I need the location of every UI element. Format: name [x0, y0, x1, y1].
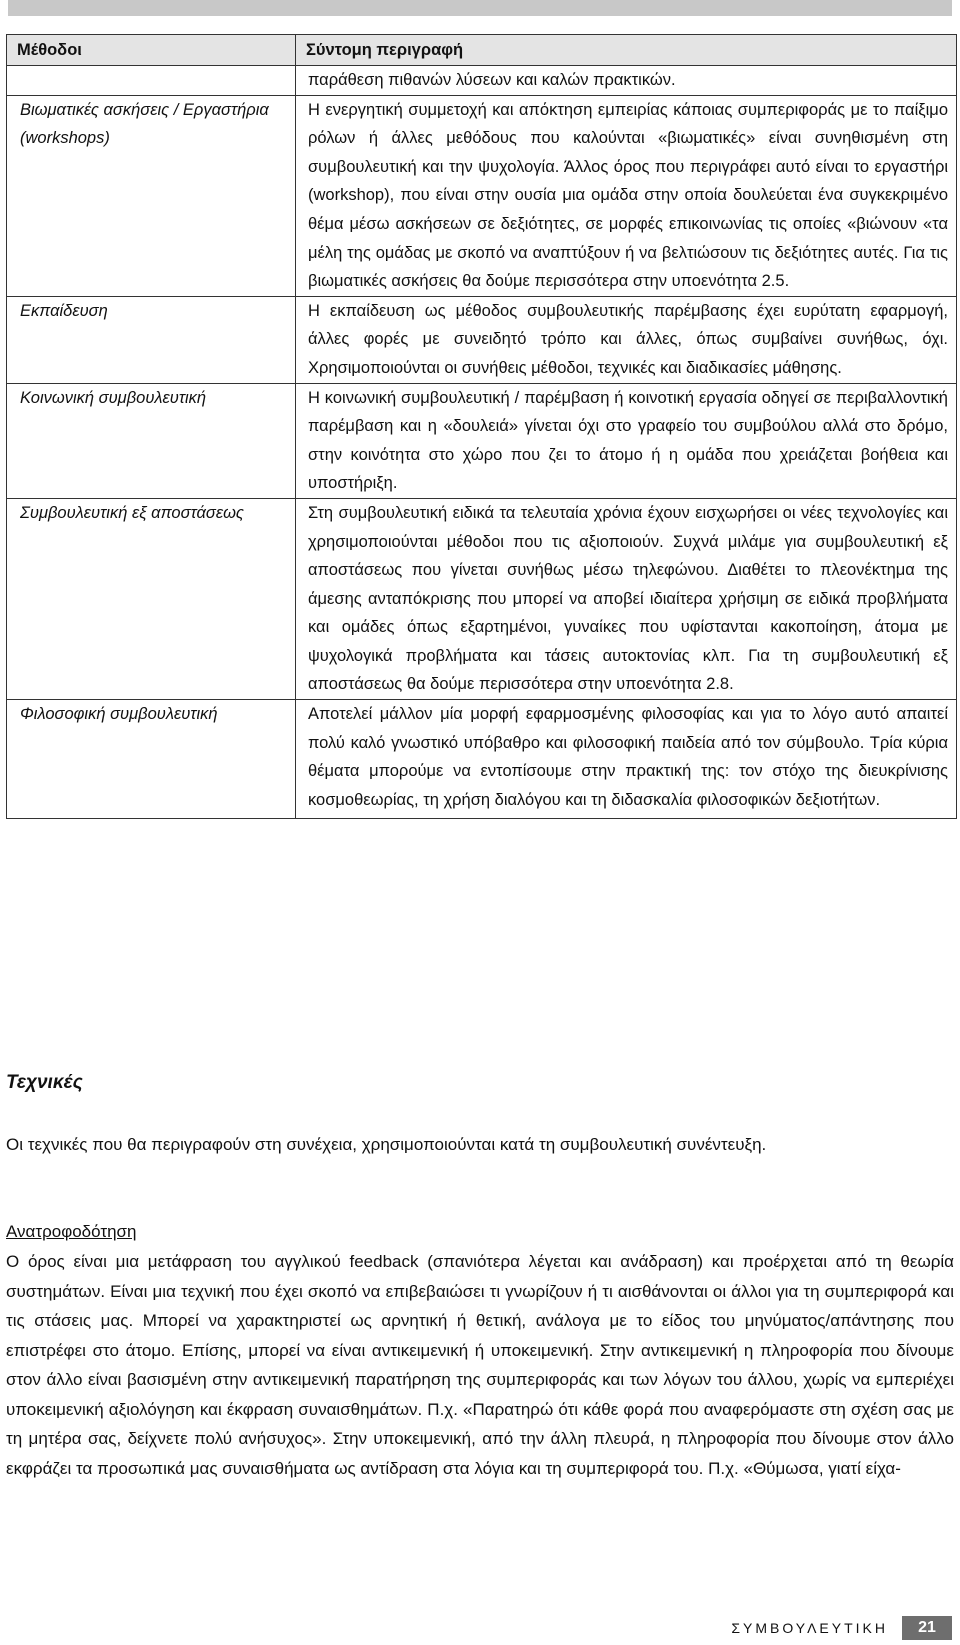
table-row [7, 498, 957, 699]
page-number: 21 [902, 1616, 952, 1640]
continuation-text: παράθεση πιθανών λύσεων και καλών πρακτικών. [296, 66, 957, 96]
methods-table [6, 34, 957, 819]
header-methods: Μέθοδοι [7, 35, 296, 66]
method-description: Η ενεργητική συμμετοχή και απόκτηση εμπειρίας κάποιας συμπεριφοράς με το παίξιμο ρόλων ή άλλες μεθόδους που καλούνται «βιωματικές» είναι συνηθισμένη στη συμβουλευτική και την ψυχολογία. Άλλος όρος που περιγράφει αυτό είναι το εργαστήρι (workshop), που είναι στην ουσία μια ομάδα στην οποία δουλεύεται ένα συγκεκριμένο θέμα μέσω ασκήσεων σε δεξιότητες, σε μορφές επικοινωνίας τις οποίες «βιώνουν «τα μέλη της ομάδας με σκοπό να αναπτύξουν ή να βελτιώσουν τις δεξιότητες αυτές. Για τις βιωματικές ασκήσεις θα δούμε περισσότερα στην υποενότητα 2.5. [296, 95, 957, 296]
table-row [7, 700, 957, 819]
method-name: Εκπαίδευση [7, 296, 296, 383]
page-footer [731, 1616, 952, 1640]
method-description: Στη συμβουλευτική ειδικά τα τελευταία χρόνια έχουν εισχωρήσει οι νέες τεχνολογίες και χρησιμοποιούνται μέθοδοι που τις αξιοποιούν. Συχνά μιλάμε για συμβουλευτική εξ αποστάσεως που γίνεται συνήθως μέσω τηλεφώνου. Διαθέτει το πλεονέκτημα της άμεσης ανταπόκρισης που μπορεί να αποβεί ιδιαίτερα χρήσιμη σε ειδικά προβλήματα και ομάδες όπως εξαρτημένοι, γυναίκες που υφίστανται κακοποίηση, άτομα με ψυχολογικά προβλήματα και τάσεις αυτοκτονίας κλπ. Για τη συμβουλευτική εξ αποστάσεως θα δούμε περισσότερα στην υποενότητα 2.8. [296, 498, 957, 699]
table-row [7, 296, 957, 383]
subheading-feedback: Ανατροφοδότηση [6, 1222, 137, 1241]
header-description: Σύντομη περιγραφή [296, 35, 957, 66]
method-description: Αποτελεί μάλλον μία μορφή εφαρμοσμένης φιλοσοφίας και για το λόγο αυτό απαιτεί πολύ καλό γνωστικό υπόβαθρο και φιλοσοφική παιδεία από τον σύμβουλο. Τρία κύρια θέματα μπορούμε να εντοπίσουμε στην πρακτική της: τον στόχο της διευκρίνισης κοσμοθεωρίας, τη χρήση διαλόγου και τη διδασκαλία φιλοσοφικών δεξιοτήτων. [296, 700, 957, 819]
table-row [7, 383, 957, 498]
method-description: Η κοινωνική συμβουλευτική / παρέμβαση ή κοινοτική εργασία οδηγεί σε περιβαλλοντική παρέμβαση και η «δουλειά» γίνεται όχι στο γραφείο του συμβούλου αλλά στο δρόμο, στην κοινότητα στο χώρο που ζει το άτομο ή η ομάδα που χρειάζεται βοήθεια και υποστήριξη. [296, 383, 957, 498]
method-name: Φιλοσοφική συμβουλευτική [7, 700, 296, 819]
intro-paragraph: Οι τεχνικές που θα περιγραφούν στη συνέχεια, χρησιμοποιούνται κατά τη συμβουλευτική συνέντευξη. [6, 1135, 767, 1154]
table-row [7, 66, 957, 96]
footer-label: ΣΥΜΒΟΥΛΕΥΤΙΚΗ [731, 1620, 888, 1636]
table-header-row [7, 35, 957, 66]
feedback-paragraph: Ο όρος είναι μια μετάφραση του αγγλικού feedback (σπανιότερα λέγεται και ανάδραση) και προέρχεται από τη θεωρία συστημάτων. Είναι μια τεχνική που έχει σκοπό να επιβεβαιώσει τι γνωρίζουν ή τι αισθάνονται οι άλλοι για τη συμπεριφορά και τις στάσεις μας. Μπορεί να χαρακτηριστεί ως αρνητική ή θετική, ανάλογα με το είδος του μηνύματος/απάντησης που επιστρέφει στο άτομο. Επίσης, μπορεί να είναι αντικειμενική ή υποκειμενική. Στην αντικειμενική η πληροφορία που δίνουμε στον άλλο είναι βασισμένη στην αντικειμενική παρατήρηση της συμπεριφοράς και των λόγων του άλλου, χωρίς να εμπεριέχει υποκειμενική αξιολόγηση και έκφραση συναισθημάτων. Π.χ. «Παρατηρώ ότι κάθε φορά που αναφερόμαστε στη σχέση σας με τη μητέρα σας, δείχνετε πολύ ανήσυχος». Στην υποκειμενική, από την άλλη πλευρά, η πληροφορία που δίνουμε στον άλλο εκφράζει τα προσωπικά μας συναισθήματα ως αντίδραση στα λόγια και τη συμπεριφορά του. Π.χ. «Θύμωσα, γιατί είχα- [6, 1252, 954, 1478]
method-name: Συμβουλευτική εξ αποστάσεως [7, 498, 296, 699]
method-description: Η εκπαίδευση ως μέθοδος συμβουλευτικής παρέμβασης έχει ευρύτατη εφαρμογή, άλλες φορές με συνειδητό τρόπο και άλλες, όπως συμβαίνει συνήθως, όχι. Χρησιμοποιούνται οι συνήθεις μέθοδοι, τεχνικές και διαδικασίες μάθησης. [296, 296, 957, 383]
table-row [7, 95, 957, 296]
top-bar [8, 0, 952, 16]
section-title: Τεχνικές [6, 1072, 83, 1093]
method-name: Κοινωνική συμβουλευτική [7, 383, 296, 498]
method-name: Βιωματικές ασκήσεις / Εργαστήρια (workshops) [7, 95, 296, 296]
